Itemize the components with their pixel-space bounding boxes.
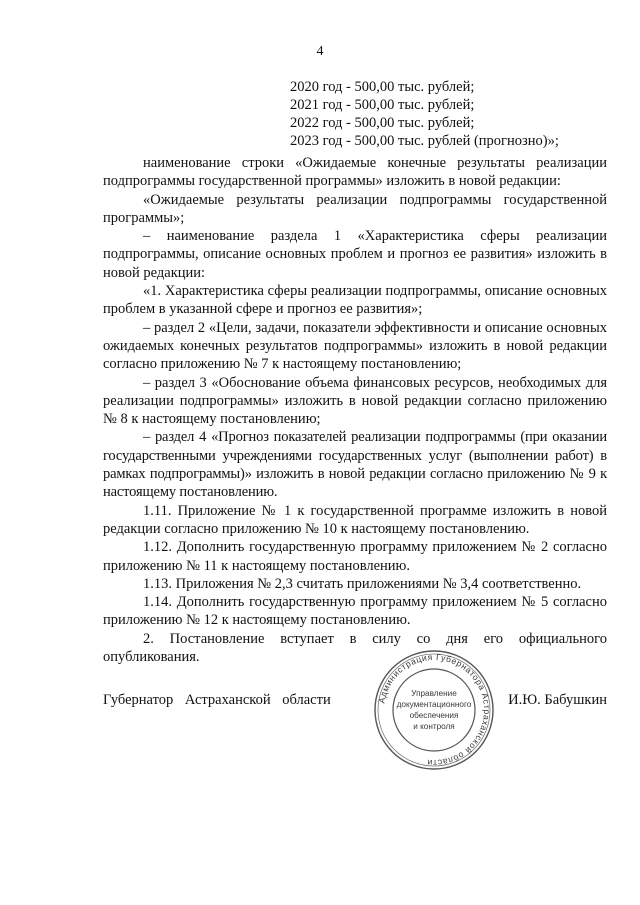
paragraph: 1.11. Приложение № 1 к государственной программе изложить в новой редакции согласно приложению № 10 к настоящему постановлению. xyxy=(103,502,607,537)
funding-line: 2023 год - 500,00 тыс. рублей (прогнозно)»; xyxy=(290,133,559,149)
stamp-center-line: и контроля xyxy=(413,722,455,731)
paragraph: «1. Характеристика сферы реализации подпрограммы, описание основных проблем в указанной сфере и прогноз ее развития»; xyxy=(103,283,607,318)
page-number: 4 xyxy=(316,44,324,59)
funding-line: 2022 год - 500,00 тыс. рублей; xyxy=(290,115,475,131)
stamp-seal-icon xyxy=(372,648,496,772)
paragraph: – раздел 3 «Обоснование объема финансовых ресурсов, необходимых для реализации подпрограммы» изложить в новой редакции согласно приложению № 8 к настоящему постановлению; xyxy=(103,374,607,428)
paragraph: – раздел 2 «Цели, задачи, показатели эффективности и описание основных ожидаемых конечных результатов подпрограммы» изложить в новой редакции согласно приложению № 7 к настоящему постановлению; xyxy=(103,319,607,373)
stamp-ring-text: Администрация Губернатора Астраханской области xyxy=(376,651,493,769)
paragraph: – раздел 4 «Прогноз показателей реализации подпрограммы (при оказании государственными учреждениями государственных услуг (выполнении работ) в рамках подпрограммы)» изложить в новой редакции согласно приложению № 9 к настоящему постановлению. xyxy=(103,429,607,501)
funding-list xyxy=(290,78,559,150)
signatory-title: Губернатор Астраханской области xyxy=(103,692,331,708)
paragraph: 1.12. Дополнить государственную программу приложением № 2 согласно приложению № 11 к настоящему постановлению. xyxy=(103,539,607,574)
stamp-center-line: документационного xyxy=(396,700,472,709)
stamp-center-line: обеспечения xyxy=(409,711,459,720)
official-stamp xyxy=(372,648,496,772)
paragraph: 1.13. Приложения № 2,3 считать приложениями № 3,4 соответственно. xyxy=(143,575,582,592)
signatory-name: И.Ю. Бабушкин xyxy=(508,692,607,708)
paragraph: – наименование раздела 1 «Характеристика сферы реализации подпрограммы, описание основных проблем и прогноз ее развития» изложить в новой редакции: xyxy=(103,228,607,281)
stamp-center-line: Управление xyxy=(411,689,457,698)
paragraph: «Ожидаемые результаты реализации подпрограммы государственной программы»; xyxy=(103,191,607,226)
funding-line: 2021 год - 500,00 тыс. рублей; xyxy=(290,97,475,113)
document-body xyxy=(103,154,607,666)
paragraph: 2. Постановление вступает в силу со дня его официального опубликования. xyxy=(103,630,607,666)
paragraph: 1.14. Дополнить государственную программу приложением № 5 согласно приложению № 12 к настоящему постановлению. xyxy=(103,594,607,629)
funding-line: 2020 год - 500,00 тыс. рублей; xyxy=(290,79,475,95)
paragraph: наименование строки «Ожидаемые конечные результаты реализации подпрограммы государственной программы» изложить в новой редакции: xyxy=(103,155,607,190)
